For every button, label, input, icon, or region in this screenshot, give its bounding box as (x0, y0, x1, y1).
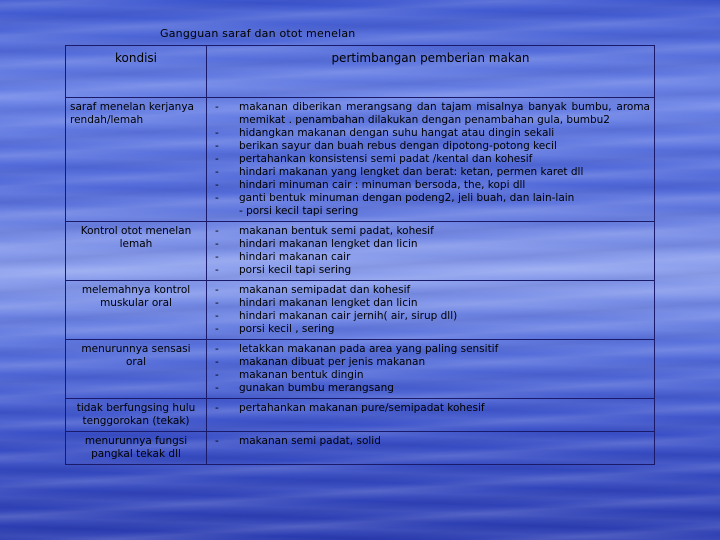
list-item (211, 225, 650, 238)
list-item (211, 192, 650, 205)
list-item-text: gunakan bumbu merangsang (239, 382, 394, 394)
kondisi-cell: Kontrol otot menelan lemah (66, 222, 207, 281)
list-item (211, 382, 650, 395)
list-item (211, 127, 650, 140)
list-item-text: porsi kecil tapi sering (239, 264, 352, 276)
header-kondisi: kondisi (66, 46, 207, 98)
list-item-text: ganti bentuk minuman dengan podeng2, jeli buah, dan lain-lain (239, 192, 575, 204)
list-item (211, 435, 650, 448)
list-item (211, 166, 650, 179)
dash-bullet: - (215, 166, 219, 178)
list-item (211, 251, 650, 264)
list-tail-note: - porsi kecil tapi sering (239, 205, 359, 217)
list-item-text: makanan bentuk dingin (239, 369, 364, 381)
consideration-list (211, 101, 650, 205)
dash-bullet: - (215, 356, 219, 368)
dash-bullet: - (215, 402, 219, 414)
pertimbangan-cell (207, 281, 655, 340)
pertimbangan-cell (207, 340, 655, 399)
consideration-list (211, 343, 650, 395)
kondisi-cell: tidak berfungsing hulu tenggorokan (tekak) (66, 399, 207, 432)
pertimbangan-cell (207, 432, 655, 465)
kondisi-cell: saraf menelan kerjanya rendah/lemah (66, 98, 207, 222)
list-item (211, 179, 650, 192)
dash-bullet: - (215, 140, 219, 152)
list-item-text: hidangkan makanan dengan suhu hangat atau dingin sekali (239, 127, 555, 139)
kondisi-cell: melemahnya kontrol muskular oral (66, 281, 207, 340)
table-row (66, 98, 655, 222)
slide-title: Gangguan saraf dan otot menelan (160, 27, 356, 40)
table-header-row (66, 46, 655, 98)
dash-bullet: - (215, 101, 219, 113)
pertimbangan-cell (207, 222, 655, 281)
list-item-text: hindari minuman cair : minuman bersoda, the, kopi dll (239, 179, 526, 191)
dash-bullet: - (215, 323, 219, 335)
table-row (66, 399, 655, 432)
list-item-text: makanan semipadat dan kohesif (239, 284, 411, 296)
consideration-list (211, 225, 650, 277)
dash-bullet: - (215, 297, 219, 309)
dash-bullet: - (215, 382, 219, 394)
dash-bullet: - (215, 369, 219, 381)
list-item (211, 310, 650, 323)
list-item-text: hindari makanan yang lengket dan berat: ketan, permen karet dll (239, 166, 584, 178)
table-row (66, 432, 655, 465)
kondisi-cell: menurunnya fungsi pangkal tekak dll (66, 432, 207, 465)
list-item (211, 238, 650, 251)
dash-bullet: - (215, 153, 219, 165)
list-item-text: hindari makanan lengket dan licin (239, 297, 418, 309)
feeding-considerations-table (65, 45, 655, 465)
dash-bullet: - (215, 238, 219, 250)
list-item-text: makanan dibuat per jenis makanan (239, 356, 426, 368)
dash-bullet: - (215, 264, 219, 276)
list-item (211, 356, 650, 369)
dash-bullet: - (215, 225, 219, 237)
list-item-text: makanan bentuk semi padat, kohesif (239, 225, 434, 237)
dash-bullet: - (215, 435, 219, 447)
consideration-list (211, 435, 650, 448)
table-row (66, 340, 655, 399)
pertimbangan-cell (207, 399, 655, 432)
list-item (211, 297, 650, 310)
list-item-text: makanan diberikan merangsang dan tajam misalnya banyak bumbu, aroma memikat . penambahan dilakukan dengan penambahan gula, bumbu2 (239, 101, 650, 126)
list-item-text: porsi kecil , sering (239, 323, 335, 335)
list-item (211, 140, 650, 153)
dash-bullet: - (215, 284, 219, 296)
table-row (66, 222, 655, 281)
kondisi-cell: menurunnya sensasi oral (66, 340, 207, 399)
list-item-text: berikan sayur dan buah rebus dengan dipotong-potong kecil (239, 140, 557, 152)
list-item (211, 343, 650, 356)
list-item-text: pertahankan konsistensi semi padat /kental dan kohesif (239, 153, 533, 165)
dash-bullet: - (215, 310, 219, 322)
list-item-text: letakkan makanan pada area yang paling sensitif (239, 343, 499, 355)
table-row (66, 281, 655, 340)
list-item (211, 284, 650, 297)
dash-bullet: - (215, 343, 219, 355)
consideration-list (211, 402, 650, 415)
dash-bullet: - (215, 192, 219, 204)
list-item-text: pertahankan makanan pure/semipadat kohesif (239, 402, 485, 414)
list-item (211, 369, 650, 382)
list-item (211, 101, 650, 127)
list-item-text: makanan semi padat, solid (239, 435, 381, 447)
dash-bullet: - (215, 251, 219, 263)
list-item-text: hindari makanan cair jernih( air, sirup dll) (239, 310, 458, 322)
pertimbangan-cell (207, 98, 655, 222)
consideration-list (211, 284, 650, 336)
list-item (211, 264, 650, 277)
list-item (211, 323, 650, 336)
list-item (211, 153, 650, 166)
list-item-text: hindari makanan lengket dan licin (239, 238, 418, 250)
dash-bullet: - (215, 127, 219, 139)
list-item-text: hindari makanan cair (239, 251, 351, 263)
header-pertimbangan: pertimbangan pemberian makan (207, 46, 655, 98)
list-item (211, 402, 650, 415)
dash-bullet: - (215, 179, 219, 191)
